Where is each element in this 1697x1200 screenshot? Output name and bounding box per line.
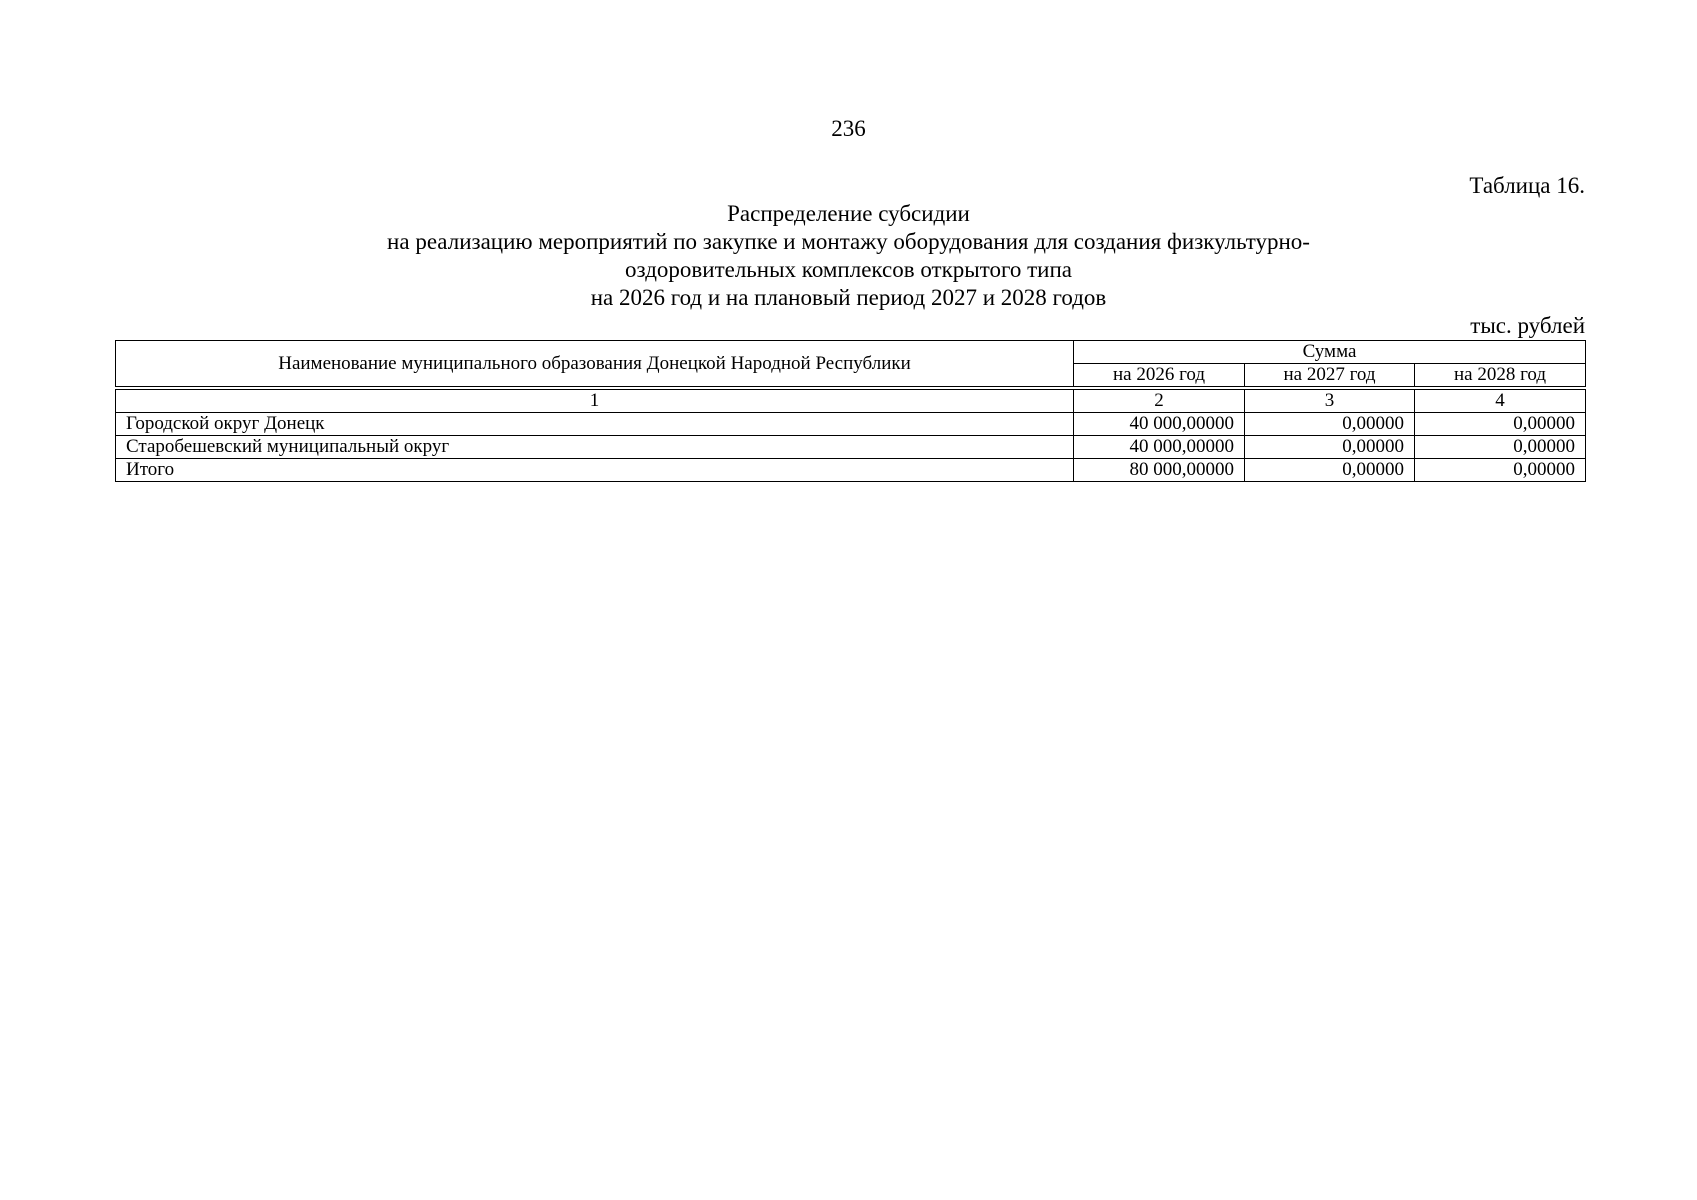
column-number: 4 xyxy=(1415,390,1586,413)
amount-2028: 0,00000 xyxy=(1415,413,1586,436)
title-line: оздоровительных комплексов открытого типа xyxy=(625,257,1072,282)
amount-2026: 40 000,00000 xyxy=(1074,436,1245,459)
header-year-2027: на 2027 год xyxy=(1245,364,1415,387)
total-label: Итого xyxy=(116,459,1074,482)
total-2027: 0,00000 xyxy=(1245,459,1415,482)
table-total-row xyxy=(116,459,1586,482)
header-year-2028: на 2028 год xyxy=(1415,364,1586,387)
amount-2028: 0,00000 xyxy=(1415,436,1586,459)
column-number: 3 xyxy=(1245,390,1415,413)
total-2026: 80 000,00000 xyxy=(1074,459,1245,482)
table-row xyxy=(116,436,1586,459)
page-number: 236 xyxy=(831,116,866,141)
table-header-row xyxy=(116,341,1586,364)
amount-2026: 40 000,00000 xyxy=(1074,413,1245,436)
subsidy-table xyxy=(115,340,1586,482)
document-title xyxy=(0,200,1697,312)
municipality-name: Городской округ Донецк xyxy=(116,413,1074,436)
header-sum-group: Сумма xyxy=(1074,341,1586,364)
column-numbers-row xyxy=(116,390,1586,413)
title-line: на 2026 год и на плановый период 2027 и 2028 годов xyxy=(590,285,1107,310)
header-name-column: Наименование муниципального образования Донецкой Народной Республики xyxy=(116,341,1074,387)
amount-2027: 0,00000 xyxy=(1245,436,1415,459)
title-line: Распределение субсидии xyxy=(727,201,970,226)
header-year-2026: на 2026 год xyxy=(1074,364,1245,387)
subsidy-table-container xyxy=(115,340,1585,482)
table-row xyxy=(116,413,1586,436)
table-label: Таблица 16. xyxy=(1469,173,1585,198)
units-label: тыс. рублей xyxy=(1470,313,1585,338)
total-2028: 0,00000 xyxy=(1415,459,1586,482)
title-line: на реализацию мероприятий по закупке и монтажу оборудования для создания физкультурно- xyxy=(387,229,1310,254)
column-number: 1 xyxy=(116,390,1074,413)
municipality-name: Старобешевский муниципальный округ xyxy=(116,436,1074,459)
column-number: 2 xyxy=(1074,390,1245,413)
amount-2027: 0,00000 xyxy=(1245,413,1415,436)
